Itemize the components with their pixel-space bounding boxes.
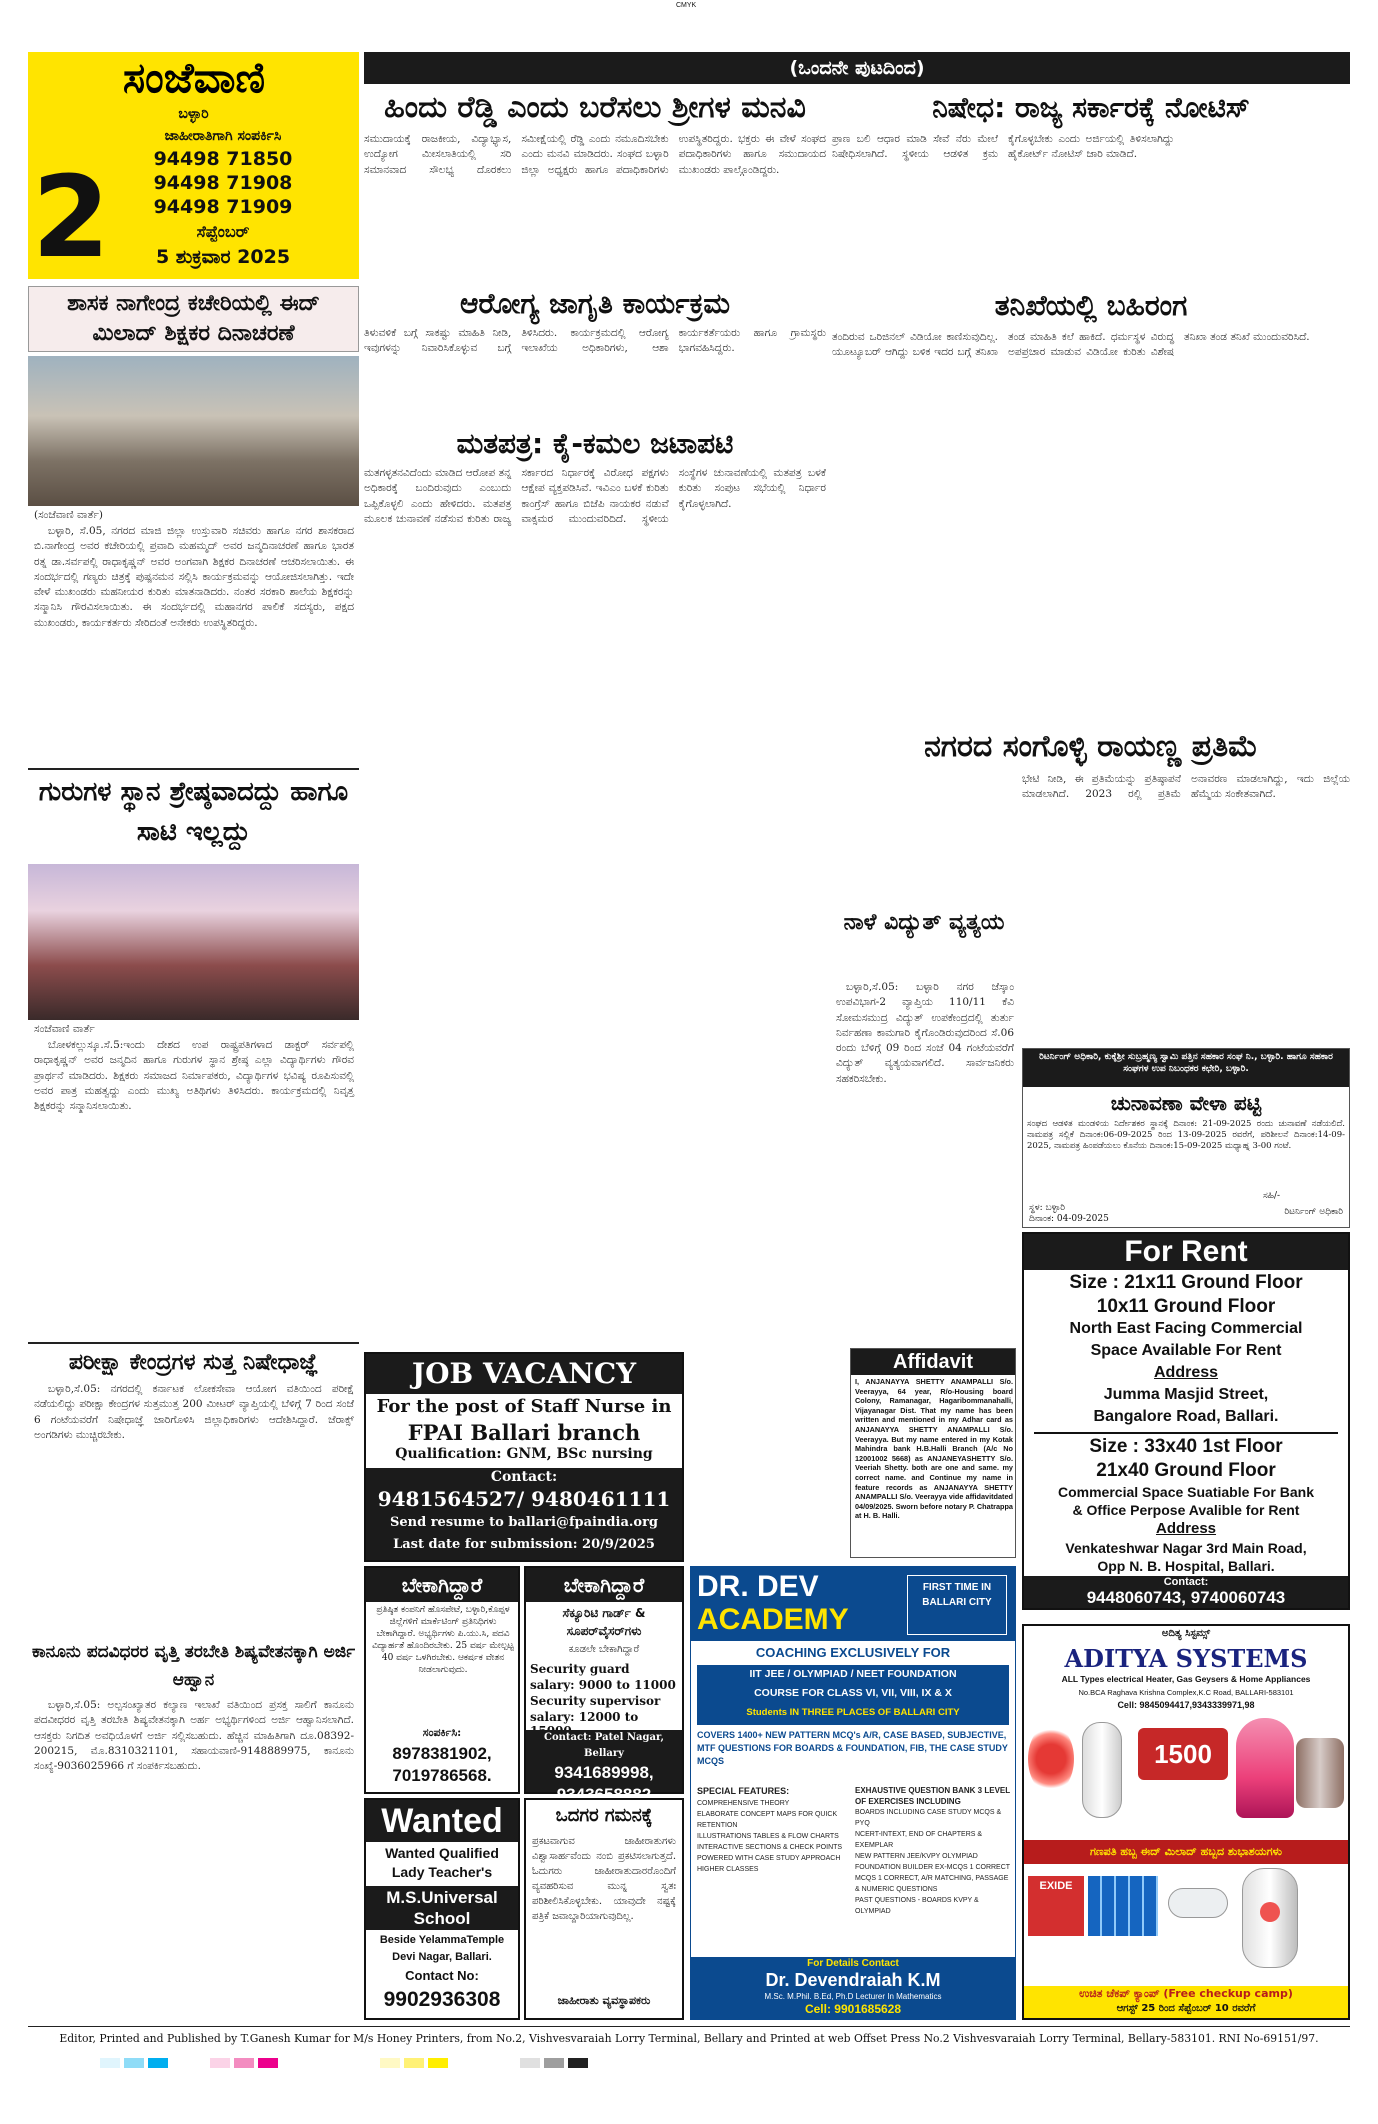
- phone-3: 94498 71909: [153, 196, 293, 218]
- col2-story-1-title: ಹಿಂದು ರೆಡ್ಡಿ ಎಂದು ಬರೆಸಲು ಶ್ರೀಗಳ ಮನವಿ: [384, 90, 806, 125]
- for-rent-contact-phones: 9448060743, 9740060743: [1086, 1588, 1286, 1607]
- job-vacancy-phones: 9481564527/ 9480461111: [377, 1487, 671, 1511]
- swatch-cyan-3: [148, 2058, 168, 2068]
- dev-academy-exhaustive-1: BOARDS INCLUDING CASE STUDY MCQS & PYQ: [855, 1809, 1002, 1827]
- dev-academy-features: [697, 1785, 847, 1955]
- reader-notice-title: ಒದಗರ ಗಮನಕ್ಕೆ: [555, 1805, 653, 1826]
- for-rent-address1-line1: Jumma Masjid Street,: [1103, 1386, 1269, 1403]
- aditya-products: [1028, 1718, 1344, 1838]
- job-vacancy-ad: [364, 1352, 684, 1562]
- dev-academy-contact-block: [691, 1957, 1015, 2019]
- solar-panel-image: [1088, 1876, 1158, 1936]
- left-story-2-heading: ಗುರುಗಳ ಸ್ಥಾನ ಶ್ರೇಷ್ಠವಾದದ್ದು ಹಾಗೂ ಸಾಟಿ ಇಲ್ಲದ್ದು: [38, 777, 349, 847]
- dev-academy-badge: FIRST TIME IN BALLARI CITY: [907, 1575, 1007, 1635]
- wanted-ad-1-phone-2: 7019786568.: [392, 1766, 492, 1785]
- for-rent-address2-line2: Opp N. B. Hospital, Ballari.: [1097, 1558, 1275, 1574]
- aditya-address: No.BCA Raghava Krishna Complex,K.C Road, BALLARI-583101: [1078, 1688, 1294, 1697]
- cctv-image: [1168, 1888, 1228, 1918]
- dev-academy-exhaustive: [855, 1785, 1011, 1955]
- dev-academy-cell: Cell: 9901685628: [804, 2002, 902, 2016]
- left-story-1-title: [28, 286, 359, 352]
- col4-story-4-body: ಬಳ್ಳಾರಿ,ಸೆ.05: ಬಳ್ಳಾರಿ ನಗರ ಜೆಸ್ಕಾಂ ಉಪವಿಭಾಗ-2 ವ್ಯಾಪ್ತಿಯ 110/11 ಕೆವಿ ಸೋಮಸಮುದ್ರ ವಿದ್ಯುತ್ ಉಪಕೇಂದ್ರದಲ್ಲಿ ತುರ್ತು ನಿರ್ವಹಣಾ ಕಾಮಗಾರಿ ಕೈಗೊಂಡಿರುವುದರಿಂದ ಸೆ.06 ರಂದು ಬೆಳಿಗ್ಗೆ 09 ರಿಂದ ಸಂಜೆ 04 ಗಂಟೆಯವರೆಗೆ ವಿದ್ಯುತ್ ವ್ಯತ್ಯಯವಾಗಲಿದೆ. ಸಾರ್ವಜನಿಕರು ಸಹಕರಿಸಬೇಕು.: [836, 981, 1014, 1085]
- swatch-black-2: [544, 2058, 564, 2068]
- dev-academy-feature-3: ILLUSTRATIONS TABLES & FLOW CHARTS: [697, 1833, 839, 1840]
- dev-academy-ad: [690, 1566, 1016, 2020]
- dev-academy-logo-area: [691, 1567, 1015, 1641]
- swatch-yellow-1: [380, 2058, 400, 2068]
- for-rent-address1-line2: Bangalore Road, Ballari.: [1093, 1408, 1279, 1425]
- cmyk-label: CMYK: [676, 2, 697, 9]
- for-rent-address2-line1: Venkateshwar Nagar 3rd Main Road,: [1065, 1540, 1307, 1556]
- color-strip: [100, 2056, 640, 2070]
- wanted-ad-2-contact-block: [526, 1730, 682, 1804]
- col2-story-2-title: ಆರೋಗ್ಯ ಜಾಗೃತಿ ಕಾರ್ಯಕ್ರಮ: [460, 287, 730, 320]
- aditya-festival: ಗಣಪತಿ ಹಬ್ಬ ಈದ್ ಮಿಲಾದ್ ಹಬ್ಬದ ಶುಭಾಶಯಗಳು: [1089, 1845, 1283, 1858]
- dev-academy-details-label: For Details Contact: [807, 1958, 899, 1969]
- election-notice-header: [1023, 1049, 1349, 1087]
- col4-story-2-body: ತಂದಿರುವ ಒರಿಜಿನಲ್ ವಿಡಿಯೋ ಕಾಣಿಸುವುದಿಲ್ಲ. ಯೂಟ್ಯೂಬರ್ ಆಗಿದ್ದು ಬಳಿಕ ಇದರ ಬಗ್ಗೆ ತನಿಖಾ ತಂಡ ಮಾಹಿತಿ ಕಲೆ ಹಾಕಿದೆ. ಧರ್ಮಸ್ಥಳ ವಿರುದ್ಧ ಅಪಪ್ರಚಾರ ಮಾಡುವ ವಿಡಿಯೋ ಕುರಿತು ವಿಶೇಷ ತನಿಖಾ ತಂಡ ತನಿಖೆ ಮುಂದುವರಿಸಿದೆ.: [832, 331, 1310, 359]
- masthead-title: ಸಂಜೆವಾಣಿ: [122, 53, 266, 102]
- section-banner-text: (ಒಂದನೇ ಪುಟದಿಂದ): [789, 57, 925, 79]
- left-story-2-photo: [28, 864, 359, 1020]
- swatch-magenta-1: [210, 2058, 230, 2068]
- swatch-cyan-2: [124, 2058, 144, 2068]
- left-story-4-title: ಕಾನೂನು ಪದವಿಧರರ ವೃತ್ತಿ ತರಬೇತಿ ಶಿಷ್ಯವೇತನಕ್ಕಾಗಿ ಅರ್ಜಿ ಆಹ್ವಾನ: [31, 1642, 356, 1690]
- wanted-ad-3-contact-label: Contact No:: [405, 1968, 479, 1983]
- wanted-ad-3-school: M.S.Universal School: [366, 1886, 518, 1930]
- affidavit-title: Affidavit: [851, 1349, 1015, 1375]
- aditya-name: ADITYA SYSTEMS: [1064, 1644, 1308, 1673]
- for-rent-contact-label: Contact:: [1163, 1576, 1209, 1588]
- for-rent-block1-line4: Space Available For Rent: [1090, 1342, 1282, 1359]
- phone-2: 94498 71908: [153, 172, 293, 194]
- wanted-ad-2-sub2: ಕೂಡಲೇ ಬೇಕಾಗಿದ್ದಾರೆ: [568, 1644, 640, 1655]
- swatch-black-1: [520, 2058, 540, 2068]
- for-rent-block2-line2: 21x40 Ground Floor: [1096, 1460, 1276, 1481]
- col4-story-3-body-left: [832, 772, 1016, 904]
- dev-academy-exhaustive-5: MCQS 1 CORRECT, A/R MATCHING, PASSAGE & NUMERIC QUESTIONS: [855, 1875, 1009, 1893]
- for-rent-block2-line1: Size : 33x40 1st Floor: [1089, 1436, 1283, 1457]
- offer-badge: [1138, 1728, 1228, 1780]
- wanted-ad-1-body: ಪ್ರತಿಷ್ಠಿತ ಕಂಪನಿಗೆ ಹೊಸಪೇಟೆ, ಬಳ್ಳಾರಿ,ಕೊಪ್ಪಳ ಜಿಲ್ಲೆಗಳಿಗೆ ಮಾರ್ಕೆಟಿಂಗ್ ಪ್ರತಿನಿಧಿಗಳು ಬೇಕಾಗಿದ್ದಾರೆ. ಅಭ್ಯರ್ಥಿಗಳು ಪಿ.ಯು.ಸಿ, ಪದವಿ ವಿದ್ಯಾರ್ಹತೆ ಹೊಂದಿರಬೇಕು. 25 ವರ್ಷ ಮೇಲ್ಪಟ್ಟ 40 ವರ್ಷ ಒಳಗಿರಬೇಕು. ಆಕರ್ಷಕ ವೇತನ ನೀಡಲಾಗುವುದು.: [372, 1605, 514, 1675]
- for-rent-block1-line2: 10x11 Ground Floor: [1096, 1296, 1276, 1317]
- left-rule-2: [28, 1342, 359, 1344]
- aditya-cell: Cell: 9845094417,9343339971,98: [1117, 1700, 1255, 1710]
- swatch-yellow-2: [404, 2058, 424, 2068]
- masthead-date: 5 ಶುಕ್ರವಾರ 2025: [155, 246, 291, 268]
- election-notice-date: ದಿನಾಂಕ: 04-09-2025: [1029, 1214, 1109, 1224]
- col4-story-4-title: ನಾಳೆ ವಿದ್ಯುತ್ ವ್ಯತ್ಯಯ: [843, 910, 1005, 935]
- swatch-black-3: [568, 2058, 588, 2068]
- wanted-ad-2-line2: salary: 9000 to 11000: [530, 1678, 676, 1692]
- job-vacancy-title: JOB VACANCY: [366, 1354, 682, 1394]
- wanted-ad-3-title: Wanted: [366, 1800, 518, 1842]
- swatch-magenta-2: [234, 2058, 254, 2068]
- col4-story-1-title: ನಿಷೇಧ: ರಾಜ್ಯ ಸರ್ಕಾರಕ್ಕೆ ನೋಟಿಸ್: [932, 91, 1250, 124]
- geyser-dial-icon: [1260, 1902, 1280, 1922]
- dev-academy-feature-5: POWERED WITH CASE STUDY APPROACH: [697, 1855, 841, 1862]
- job-vacancy-qualification: Qualification: GNM, BSc nursing: [395, 1446, 653, 1462]
- col2-story-2-body: ತಿಳುವಳಿಕೆ ಬಗ್ಗೆ ಸಾಕಷ್ಟು ಮಾಹಿತಿ ನೀಡಿ, ಇವುಗಳನ್ನು ನಿವಾರಿಸಿಕೊಳ್ಳುವ ಬಗ್ಗೆ ತಿಳಿಸಿದರು. ಕಾರ್ಯಕ್ರಮದಲ್ಲಿ ಆರೋಗ್ಯ ಇಲಾಖೆಯ ಅಧಿಕಾರಿಗಳು, ಆಶಾ ಕಾರ್ಯಕರ್ತೆಯರು ಹಾಗೂ ಗ್ರಾಮಸ್ಥರು ಭಾಗವಹಿಸಿದ್ದರು.: [364, 327, 826, 355]
- election-notice-sign: ಸಹಿ/-: [1263, 1191, 1281, 1201]
- swatch-yellow-3: [428, 2058, 448, 2068]
- reader-notice: [524, 1798, 684, 2020]
- for-rent-address-label-1: Address: [1153, 1364, 1219, 1381]
- dev-academy-coaching: COACHING EXCLUSIVELY FOR: [755, 1645, 951, 1660]
- for-rent-block2-desc2: & Office Perpose Avalible for Rent: [1072, 1502, 1300, 1518]
- reader-notice-body: ಪ್ರಕಟವಾಗುವ ಜಾಹೀರಾತುಗಳು ವಿಶ್ವಾಸಾರ್ಹವೆಂದು ನಂಬಿ ಪ್ರಕಟಿಸಲಾಗುತ್ತದೆ. ಓದುಗರು ಜಾಹೀರಾತುದಾರರೊಂದಿಗೆ ವ್ಯವಹರಿಸುವ ಮುನ್ನ ಸ್ವತಃ ಪರಿಶೀಲಿಸಿಕೊಳ್ಳಬೇಕು. ಯಾವುದೇ ನಷ್ಟಕ್ಕೆ ಪತ್ರಿಕೆ ಜವಾಬ್ದಾರಿಯಾಗುವುದಿಲ್ಲ.: [532, 1836, 676, 1922]
- dev-academy-exhaustive-3: NEW PATTERN JEE/KVPY OLYMPIAD: [855, 1853, 978, 1860]
- dev-academy-features-title: SPECIAL FEATURES:: [697, 1786, 790, 1796]
- drum-image: [1296, 1738, 1344, 1808]
- wanted-ad-3: [364, 1798, 520, 2020]
- masthead-box: [28, 52, 359, 283]
- job-vacancy-line1: For the post of Staff Nurse in: [376, 1396, 672, 1417]
- for-rent-title: For Rent: [1024, 1234, 1348, 1270]
- affidavit-ad: [850, 1348, 1016, 1558]
- masthead-contact-label: ಜಾಹೀರಾತಿಗಾಗಿ ಸಂಪರ್ಕಿಸಿ: [164, 128, 282, 144]
- wanted-ad-2-title: ಬೇಕಾಗಿದ್ದಾರೆ: [526, 1568, 682, 1602]
- wanted-ad-2-line4: salary: 12000 to: [530, 1710, 639, 1724]
- left-story-1-heading: ಶಾಸಕ ನಾಗೇಂದ್ರ ಕಚೇರಿಯಲ್ಲಿ ಈದ್ ಮಿಲಾದ್ ಶಿಕ್ಷಕರ ದಿನಾಚರಣೆ: [67, 291, 320, 346]
- left-story-3-body: ಬಳ್ಳಾರಿ,ಸೆ.05: ನಗರದಲ್ಲಿ ಕರ್ನಾಟಕ ಲೋಕಸೇವಾ ಆಯೋಗ ವತಿಯಿಂದ ಪರೀಕ್ಷೆ ನಡೆಯಲಿದ್ದು ಪರೀಕ್ಷಾ ಕೇಂದ್ರಗಳ ಸುತ್ತಮುತ್ತ 200 ಮೀಟರ್ ವ್ಯಾಪ್ತಿಯಲ್ಲಿ ಬೆಳಿಗ್ಗೆ 7 ರಿಂದ ಸಂಜೆ 6 ಗಂಟೆಯವರೆಗೆ ನಿಷೇಧಾಜ್ಞೆ ಜಾರಿಗೊಳಿಸಿ ಜಿಲ್ಲಾಧಿಕಾರಿಗಳು ಆದೇಶಿಸಿದ್ದಾರೆ. ಜೆರಾಕ್ಸ್ ಅಂಗಡಿಗಳು ಮುಚ್ಚಿರಬೇಕು.: [34, 1383, 354, 1441]
- election-notice-place: ಸ್ಥಳ: ಬಳ್ಳಾರಿ: [1029, 1203, 1065, 1213]
- dev-academy-feature-1: COMPREHENSIVE THEORY: [697, 1800, 790, 1807]
- affidavit-body: I, ANJANAYYA SHETTY ANAMPALLI S/o. Veerayya, 64 year, R/o-Housing board Colony, Ramanagar, Hagaribommanahalli, Vijayanagar Dist. That my name has been written and mentioned in my Adhar card as ANJANAYYA SHETTY ANAMPALLI S/o. Veerayya. But my name entered in my Kotak Mahindra bank H.B.Halli Branch (A/c No 12001002 5668) as ANJANEYASHETTY S/o. Veeriah Shetty. both are one and same. my correct name. and Continue my name in feature records as ANJANAYYA SHETTY ANAMPALLI S/o. Veerayya vide affidavitdated 04/09/2025. Sworn before notary P. Chatrappa at H. B. Halli.: [855, 1377, 1013, 1521]
- reader-notice-sign: ಜಾಹೀರಾತು ವ್ಯವಸ್ಥಾಪಕರು: [557, 1994, 651, 2007]
- ganesha-image: [1236, 1718, 1294, 1818]
- for-rent-block2-desc1: Commercial Space Suatiable For Bank: [1058, 1484, 1314, 1500]
- wanted-ad-2: [524, 1566, 684, 1804]
- aditya-camp: ಉಚಿತ ಚೆಕಪ್ ಕ್ಯಾಂಪ್ (Free checkup camp): [1079, 1987, 1293, 2000]
- job-vacancy-line2: FPAI Ballari branch: [407, 1420, 641, 1445]
- left-story-2-body: ಬೋಳಕಲ್ಲುಸ್ಕೂ.ಸೆ.5:ಇಂದು ದೇಶದ ಉಪ ರಾಷ್ಟ್ರಪತಿಗಳಾದ ಡಾಕ್ಟರ್ ಸರ್ವಪಲ್ಲಿ ರಾಧಾಕೃಷ್ಣನ್ ಅವರ ಜನ್ಮದಿನ ಹಾಗೂ ಗುರುಗಳ ಸ್ಥಾನ ಶ್ರೇಷ್ಠ ಎಲ್ಲಾ ವಿದ್ಯಾರ್ಥಿಗಳು ಗೌರವ ಪ್ರಾರ್ಥನೆ ಮಾಡಿದರು. ಶಿಕ್ಷಕರು ಸಮಾಜದ ನಿರ್ಮಾಪಕರು, ವಿದ್ಯಾರ್ಥಿಗಳ ಭವಿಷ್ಯ ರೂಪಿಸುವಲ್ಲಿ ಅವರ ಪಾತ್ರ ಮಹತ್ವದ್ದು ಎಂದು ಮುಖ್ಯ ಅತಿಥಿಗಳು ತಿಳಿಸಿದರು. ಕಾರ್ಯಕ್ರಮದಲ್ಲಿ ನಿವೃತ್ತ ಶಿಕ್ಷಕರನ್ನು ಸನ್ಮಾನಿಸಲಾಯಿತು.: [34, 1039, 354, 1113]
- masthead-month: ಸೆಪ್ಟೆಂಬರ್: [196, 222, 250, 241]
- col4-story-2-title: ತನಿಖೆಯಲ್ಲಿ ಬಹಿರಂಗ: [994, 289, 1188, 322]
- dev-academy-exhaustive-2: NCERT-INTEXT, END OF CHAPTERS & EXEMPLAR: [855, 1831, 983, 1849]
- registration-mark-top: [676, 2, 698, 24]
- dev-academy-covers: COVERS 1400+ NEW PATTERN MCQ's A/R, CASE BASED, SUBJECTIVE, MTF QUESTIONS FOR BOARDS & FOUNDATION, FIB, THE CASE STUDY MCQS: [697, 1730, 1008, 1766]
- dev-academy-exhaustive-title: EXHAUSTIVE QUESTION BANK 3 LEVEL OF EXERCISES INCLUDING: [855, 1786, 1010, 1806]
- footer-rule: [28, 2026, 1350, 2027]
- left-story-4-body: ಬಳ್ಳಾರಿ,ಸೆ.05: ಅಲ್ಪಸಂಖ್ಯಾತರ ಕಲ್ಯಾಣ ಇಲಾಖೆ ವತಿಯಿಂದ ಪ್ರಸಕ್ತ ಸಾಲಿಗೆ ಕಾನೂನು ಪದವೀಧರರ ವೃತ್ತಿ ತರಬೇತಿ ಶಿಷ್ಯವೇತನಕ್ಕಾಗಿ ಅರ್ಹ ಅಭ್ಯರ್ಥಿಗಳಿಂದ ಅರ್ಜಿ ಆಹ್ವಾನಿಸಲಾಗಿದೆ. ಆಸಕ್ತರು ನಿಗದಿತ ಅವಧಿಯೊಳಗೆ ಅರ್ಜಿ ಸಲ್ಲಿಸಬಹುದು. ಹೆಚ್ಚಿನ ಮಾಹಿತಿಗಾಗಿ ದೂ.08392-200215, ಮೊ.8310321101, ಸಹಾಯವಾಣಿ-9148889975, ಕಾನೂನು ಸಂಖ್ಯೆ-9036025966 ಗೆ ಸಂಪರ್ಕಿಸಬಹುದು.: [34, 1699, 354, 1773]
- left-story-1-dateline: (ಸಂಜೆವಾಣಿ ವಾರ್ತೆ): [34, 509, 103, 521]
- swatch-cyan-1: [100, 2058, 120, 2068]
- wanted-ad-2-phone-2: 9343658882: [556, 1785, 652, 1804]
- masthead-city: ಬಳ್ಳಾರಿ: [178, 106, 209, 122]
- col2-story-3-body: ಮತಗಳ್ಳತನವಿದೆಂದು ಮಾಡಿದ ಆರೋಪ ತನ್ನ ಅಧಿಕಾರಕ್ಕೆ ಬಂದಿರುವುದು ಎಂಬುದು ಒಪ್ಪಿಕೊಳ್ಳಲಿ ಎಂದು ಹೇಳಿದರು. ಮತಪತ್ರ ಮೂಲಕ ಚುನಾವಣೆ ನಡೆಸುವ ಕುರಿತು ರಾಜ್ಯ ಸರ್ಕಾರದ ನಿರ್ಧಾರಕ್ಕೆ ವಿರೋಧ ಪಕ್ಷಗಳು ಆಕ್ಷೇಪ ವ್ಯಕ್ತಪಡಿಸಿವೆ. ಇವಿಎಂ ಬಳಕೆ ಕುರಿತು ಕಾಂಗ್ರೆಸ್ ಹಾಗೂ ಬಿಜೆಪಿ ನಾಯಕರ ನಡುವೆ ವಾಕ್ಸಮರ ಮುಂದುವರಿದಿದೆ. ಸ್ಥಳೀಯ ಸಂಸ್ಥೆಗಳ ಚುನಾವಣೆಯಲ್ಲಿ ಮತಪತ್ರ ಬಳಕೆ ಕುರಿತು ಸಂಪುಟ ಸಭೆಯಲ್ಲಿ ನಿರ್ಧಾರ ಕೈಗೊಳ್ಳಲಾಗಿದೆ.: [364, 467, 826, 525]
- election-notice-title: ಚುನಾವಣಾ ವೇಳಾ ಪಟ್ಟಿ: [1110, 1091, 1262, 1115]
- wanted-ad-1: [364, 1566, 520, 1794]
- for-rent-block1-line3: North East Facing Commercial: [1069, 1320, 1303, 1337]
- dev-academy-exhaustive-6: PAST QUESTIONS - BOARDS KVPY & OLYMPIAD: [855, 1897, 979, 1915]
- wanted-ad-2-phone-1: 9341689998,: [554, 1763, 654, 1782]
- phone-1: 94498 71850: [153, 148, 293, 170]
- col4-story-1-body: ಪ್ರಾಣ ಬಲಿ ಆಧಾರ ಮಾಡಿ ಸೇವೆ ನೆರು ಮೇಲೆ ನಿಷೇಧಿಸಲಾಗಿದೆ. ಸ್ಥಳೀಯ ಆಡಳಿತ ಕ್ರಮ ಕೈಗೊಳ್ಳಬೇಕು ಎಂದು ಅರ್ಜಿಯಲ್ಲಿ ತಿಳಿಸಲಾಗಿದ್ದು ಹೈಕೋರ್ಟ್ ನೋಟಿಸ್ ಜಾರಿ ಮಾಡಿದೆ.: [832, 133, 1174, 161]
- battery-image: [1028, 1876, 1084, 1936]
- dev-academy-feature-4: INTERACTIVE SECTIONS & CHECK POINTS: [697, 1844, 843, 1851]
- geyser-image-1: [1082, 1722, 1122, 1818]
- left-rule-1: [28, 768, 359, 770]
- job-vacancy-contact-label: Contact:: [490, 1469, 558, 1485]
- wanted-ad-1-title: ಬೇಕಾಗಿದ್ದಾರೆ: [366, 1568, 518, 1602]
- dev-academy-feature-6: HIGHER CLASSES: [697, 1866, 759, 1873]
- page-number: 2: [32, 153, 110, 283]
- election-notice: [1022, 1048, 1350, 1228]
- aditya-camp-dates: ಆಗಸ್ಟ್ 25 ರಿಂದ ಸೆಪ್ಟೆಂಬರ್ 10 ರವರೆಗೆ: [1116, 2003, 1256, 2014]
- election-notice-body: ಸಂಘದ ಆಡಳಿತ ಮಂಡಳಿಯ ನಿರ್ದೇಶಕರ ಸ್ಥಾನಕ್ಕೆ ದಿನಾಂಕ: 21-09-2025 ರಂದು ಚುನಾವಣೆ ನಡೆಯಲಿದೆ. ನಾಮಪತ್ರ ಸಲ್ಲಿಕೆ ದಿನಾಂಕ:06-09-2025 ರಿಂದ 13-09-2025 ರವರೆಗೆ, ಪರಿಶೀಲನೆ ದಿನಾಂಕ:14-09-2025, ನಾಮಪತ್ರ ಹಿಂಪಡೆಯಲು ಕೊನೆಯ ದಿನಾಂಕ:15-09-2025 ಮಧ್ಯಾಹ್ನ 3-00 ಗಂಟೆ.: [1027, 1119, 1345, 1151]
- dev-academy-qual: M.Sc. M.Phil. B.Ed, Ph.D Lecturer In Mathematics: [764, 1992, 942, 2001]
- wanted-ad-1-phone-1: 8978381902,: [392, 1744, 492, 1763]
- election-notice-officer: ರಿಟರ್ನಿಂಗ್ ಅಧಿಕಾರಿ: [1284, 1207, 1343, 1217]
- wanted-ad-2-contact: Contact: Patel Nagar, Bellary: [544, 1732, 664, 1759]
- left-story-2-title: [28, 772, 359, 860]
- section-banner: [364, 52, 1350, 84]
- left-story-2-dateline: ಸಂಜೆವಾಣಿ ವಾರ್ತೆ: [34, 1023, 95, 1035]
- wanted-ad-3-phone: 9902936308: [383, 1988, 501, 2011]
- offer-value: 1500: [1154, 1739, 1212, 1769]
- col4-story-3-body: ಭೇಟಿ ನೀಡಿ, ಈ ಪ್ರತಿಮೆಯನ್ನು ಪ್ರತಿಷ್ಠಾಪನೆ ಮಾಡಲಾಗಿದೆ. 2023 ರಲ್ಲಿ ಪ್ರತಿಮೆ ಅನಾವರಣ ಮಾಡಲಾಗಿದ್ದು, ಇದು ಜಿಲ್ಲೆಯ ಹೆಮ್ಮೆಯ ಸಂಕೇತವಾಗಿದೆ.: [1022, 773, 1350, 801]
- wanted-ad-2-subtitle: ಸೆಕ್ಯೂರಿಟಿ ಗಾರ್ಡ್ & ಸೂಪರ್‌ವೈಸರ್‌ಗಳು: [562, 1606, 646, 1638]
- aditya-services: ALL Types electrical Heater, Gas Geysers & Home Appliances: [1061, 1674, 1311, 1684]
- job-vacancy-email: Send resume to ballari@fpaindia.org: [389, 1515, 659, 1530]
- job-vacancy-contact-block: [366, 1468, 682, 1560]
- swatch-magenta-3: [258, 2058, 278, 2068]
- dev-academy-name-1: DR. DEV: [697, 1570, 819, 1603]
- aditya-tagline: ಅದಿತ್ಯ ಸಿಸ್ಟಮ್ಸ್: [1161, 1628, 1211, 1639]
- footer-imprint: Editor, Printed and Published by T.Ganesh Kumar for M/s Honey Printers, from No.2, Vishvesvaraiah Lorry Terminal, Bellary and Printed at web Offset Press No.2 Vishvesvaraiah Lorry Terminal, Bellary-583101. RNI No-69151/97.: [59, 2032, 1319, 2045]
- left-story-1-photo: [28, 356, 359, 506]
- aditya-brand: EXIDE: [1039, 1880, 1073, 1892]
- col2-story-1-body: ಸಮುದಾಯಕ್ಕೆ ರಾಜಕೀಯ, ವಿದ್ಯಾಭ್ಯಾಸ, ಉದ್ಯೋಗ ಮೀಸಲಾತಿಯಲ್ಲಿ ಸರಿ ಸಮಾನವಾದ ಸೌಲಭ್ಯ ದೊರಕಲು ಸಮೀಕ್ಷೆಯಲ್ಲಿ ರೆಡ್ಡಿ ಎಂದು ನಮೂದಿಸಬೇಕು ಎಂದು ಮನವಿ ಮಾಡಿದರು. ಸಂಘದ ಬಳ್ಳಾರಿ ಜಿಲ್ಲಾ ಅಧ್ಯಕ್ಷರು ಹಾಗೂ ಪದಾಧಿಕಾರಿಗಳು ಉಪಸ್ಥಿತರಿದ್ದರು. ಭಕ್ತರು ಈ ವೇಳೆ ಸಂಘದ ಪದಾಧಿಕಾರಿಗಳು ಹಾಗೂ ಸಮುದಾಯದ ಮುಖಂಡರು ಪಾಲ್ಗೊಂಡಿದ್ದರು.: [364, 133, 826, 176]
- dev-academy-line-3: Students IN THREE PLACES OF BALLARI CITY: [746, 1707, 960, 1718]
- col2-story-3-title: ಮತಪತ್ರ: ಕೈ-ಕಮಲ ಜಟಾಪಟಿ: [456, 427, 734, 460]
- flower-garland-image: [1028, 1724, 1074, 1794]
- wanted-ad-1-label: ಸಂಪರ್ಕಿಸಿ:: [422, 1726, 462, 1739]
- dev-academy-line-2: COURSE FOR CLASS VI, VII, VIII, IX & X: [754, 1687, 952, 1699]
- dev-academy-course-box: [697, 1665, 1009, 1725]
- wanted-ad-2-line1: Security guard: [530, 1662, 630, 1676]
- dev-academy-exhaustive-4: FOUNDATION BUILDER EX-MCQS 1 CORRECT: [855, 1864, 1011, 1871]
- aditya-festival-bar: [1024, 1840, 1348, 1864]
- wanted-ad-2-line3: Security supervisor: [530, 1694, 661, 1708]
- aditya-camp-bar: [1024, 1986, 1348, 2018]
- dev-academy-name-2: ACADEMY: [697, 1603, 849, 1636]
- wanted-ad-3-address: Beside YelammaTemple Devi Nagar, Ballari.: [379, 1934, 505, 1963]
- col4-story-3-title: ನಗರದ ಸಂಗೊಳ್ಳಿ ರಾಯಣ್ಣ ಪ್ರತಿಮೆ: [924, 729, 1258, 764]
- for-rent-divider: [1034, 1432, 1338, 1434]
- dev-academy-teacher: Dr. Devendraiah K.M: [765, 1970, 941, 1990]
- for-rent-ad: [1022, 1232, 1350, 1610]
- left-story-1-body: ಬಳ್ಳಾರಿ, ಸೆ.05, ನಗರದ ಮಾಜಿ ಜಿಲ್ಲಾ ಉಸ್ತುವಾರಿ ಸಚಿವರು ಹಾಗೂ ನಗರ ಶಾಸಕರಾದ ಬಿ.ನಾಗೇಂದ್ರ ಅವರ ಕಚೇರಿಯಲ್ಲಿ ಪ್ರವಾದಿ ಮಹಮ್ಮದ್ ಅವರ ಜನ್ಮದಿನಾಚರಣೆ ಹಾಗೂ ಭಾರತ ರತ್ನ ಡಾ.ಸರ್ವಪಲ್ಲಿ ರಾಧಾಕೃಷ್ಣನ್ ಅವರ ಅಂಗವಾಗಿ ಶಿಕ್ಷಕರ ದಿನಾಚರಣೆ ಆಚರಿಸಲಾಯಿತು. ಈ ಸಂದರ್ಭದಲ್ಲಿ ಗಣ್ಯರು ಚಿತ್ರಕ್ಕೆ ಪುಷ್ಪನಮನ ಸಲ್ಲಿಸಿ ಕಾರ್ಯಕ್ರಮವನ್ನು ಆಯೋಜಿಸಲಾಗಿತ್ತು. ಇದೇ ವೇಳೆ ಮುಖಂಡರು ಮಹನೀಯರ ಕುರಿತು ಮಾತನಾಡಿದರು. ನಂತರ ಸರಕಾರಿ ಶಾಲೆಯ ಶಿಕ್ಷಕರನ್ನು ಸನ್ಮಾನಿಸಿ ಗೌರವಿಸಲಾಯಿತು. ಈ ಸಂದರ್ಭದಲ್ಲಿ ಮಹಾನಗರ ಪಾಲಿಕೆ ಸದಸ್ಯರು, ಪಕ್ಷದ ಮುಖಂಡರು, ಕಾರ್ಯಕರ್ತರು ಸೇರಿದಂತೆ ಅನೇಕರು ಉಪಸ್ಥಿತರಿದ್ದರು.: [34, 525, 354, 629]
- dev-academy-feature-2: ELABORATE CONCEPT MAPS FOR QUICK RETENTION: [697, 1811, 838, 1829]
- wanted-ad-3-subtitle: Wanted Qualified Lady Teacher's: [385, 1845, 499, 1880]
- for-rent-block1-line1: Size : 21x11 Ground Floor: [1069, 1272, 1303, 1293]
- dev-academy-line-1: IIT JEE / OLYMPIAD / NEET FOUNDATION: [749, 1668, 957, 1680]
- job-vacancy-deadline: Last date for submission: 20/9/2025: [393, 1537, 655, 1552]
- for-rent-address-label-2: Address: [1155, 1520, 1217, 1537]
- aditya-products-row-2: [1028, 1868, 1344, 1986]
- election-notice-header-text: ರಿಟರ್ನಿಂಗ್ ಅಧಿಕಾರಿ, ಕುಕ್ಕೆಶ್ರೀ ಸುಬ್ರಹ್ಮಣ್ಯ ಸ್ವಾಮಿ ಪತ್ತಿನ ಸಹಕಾರ ಸಂಘ ನಿ., ಬಳ್ಳಾರಿ. ಹಾಗೂ ಸಹಕಾರ ಸಂಘಗಳ ಉಪ ನಿಬಂಧಕರ ಕಛೇರಿ, ಬಳ್ಳಾರಿ.: [1039, 1052, 1333, 1074]
- for-rent-contact-bar: [1024, 1576, 1348, 1608]
- left-story-3-title: ಪರೀಕ್ಷಾ ಕೇಂದ್ರಗಳ ಸುತ್ತ ನಿಷೇಧಾಜ್ಞೆ: [68, 1350, 319, 1375]
- aditya-systems-ad: [1022, 1624, 1350, 2020]
